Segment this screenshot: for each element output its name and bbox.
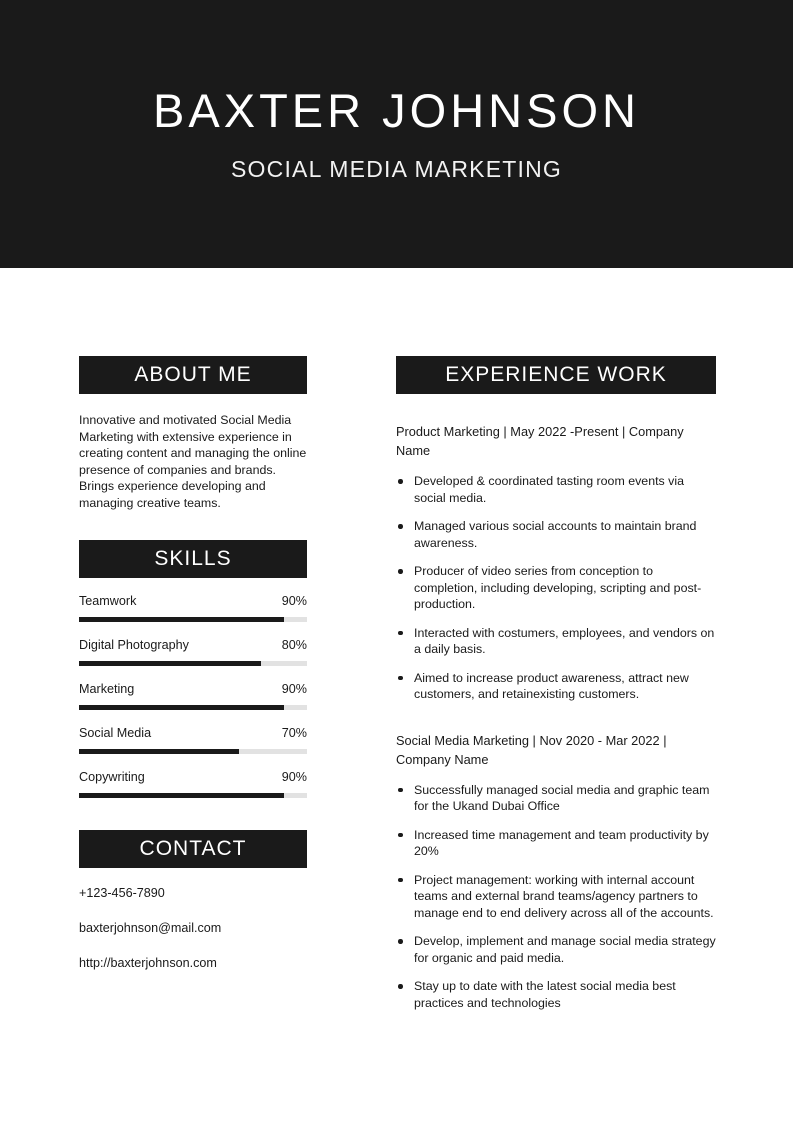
section-heading-about: ABOUT ME: [79, 356, 307, 394]
list-item: Aimed to increase product awareness, attract new customers, and retainexisting customers.: [396, 670, 716, 703]
skill-value: 80%: [281, 637, 307, 652]
page-title: BAXTER JOHNSON: [153, 84, 640, 137]
skill-progress-track: [79, 617, 307, 622]
skill-label: Digital Photography: [79, 637, 189, 652]
skill-label: Marketing: [79, 681, 135, 696]
section-heading-experience: EXPERIENCE WORK: [396, 356, 716, 394]
list-item: Successfully managed social media and graphic team for the Ukand Dubai Office: [396, 782, 716, 815]
skill-progress-fill: [79, 661, 261, 666]
skill-value: 90%: [281, 681, 307, 696]
header-subtitle: SOCIAL MEDIA MARKETING: [231, 156, 562, 182]
contact-phone: +123-456-7890: [79, 885, 165, 900]
contact-email[interactable]: baxterjohnson@mail.com: [79, 920, 222, 935]
skill-progress-track: [79, 793, 307, 798]
skill-progress-fill: [79, 617, 284, 622]
skill-item: [79, 638, 307, 666]
skill-progress-fill: [79, 749, 239, 754]
resume-header: [0, 0, 793, 268]
contact-website[interactable]: http://baxterjohnson.com: [79, 955, 217, 970]
skill-item: [79, 726, 307, 754]
skill-row: [79, 594, 307, 608]
job-bullets: [396, 782, 716, 1012]
skill-label: Teamwork: [79, 593, 137, 608]
skill-item: [79, 682, 307, 710]
skill-value: 90%: [281, 769, 307, 784]
skill-item: [79, 594, 307, 622]
list-item: Project management: working with internal account teams and external brand teams/agency partners to manage end to end delivery across all of the accounts.: [396, 872, 716, 922]
section-heading-skills: SKILLS: [79, 540, 307, 578]
list-item: Interacted with costumers, employees, and vendors on a daily basis.: [396, 625, 716, 658]
experience-entry: [396, 422, 716, 703]
skill-progress-track: [79, 749, 307, 754]
skill-value: 70%: [281, 725, 307, 740]
list-item: Producer of video series from conception to completion, including developing, scripting and post-production.: [396, 563, 716, 613]
right-column: [396, 356, 716, 1023]
skill-item: [79, 770, 307, 798]
section-heading-contact: CONTACT: [79, 830, 307, 868]
job-bullets: [396, 473, 716, 703]
list-item: Managed various social accounts to maintain brand awareness.: [396, 518, 716, 551]
skill-label: Copywriting: [79, 769, 145, 784]
skill-progress-track: [79, 661, 307, 666]
skill-row: [79, 638, 307, 652]
skill-progress-fill: [79, 705, 284, 710]
contact-list: [79, 886, 307, 970]
about-text: Innovative and motivated Social Media Marketing with extensive experience in creating content and managing the online presence of companies and brands. Brings experience developing and managing creative teams.: [79, 413, 307, 510]
skill-value: 90%: [281, 593, 307, 608]
job-title: Social Media Marketing | Nov 2020 - Mar 2022 | Company Name: [396, 732, 667, 767]
job-title: Product Marketing | May 2022 -Present | Company Name: [396, 424, 684, 458]
skill-row: [79, 726, 307, 740]
skills-section: [79, 540, 307, 798]
experience-entry: [396, 731, 716, 1012]
skill-progress-track: [79, 705, 307, 710]
list-item: Increased time management and team productivity by 20%: [396, 827, 716, 860]
skill-row: [79, 770, 307, 784]
skill-row: [79, 682, 307, 696]
skill-progress-fill: [79, 793, 284, 798]
list-item: Developed & coordinated tasting room events via social media.: [396, 473, 716, 506]
list-item: Stay up to date with the latest social media best practices and technologies: [396, 978, 716, 1011]
left-column: [79, 356, 307, 970]
contact-section: [79, 830, 307, 970]
list-item: Develop, implement and manage social media strategy for organic and paid media.: [396, 933, 716, 966]
skill-label: Social Media: [79, 725, 152, 740]
